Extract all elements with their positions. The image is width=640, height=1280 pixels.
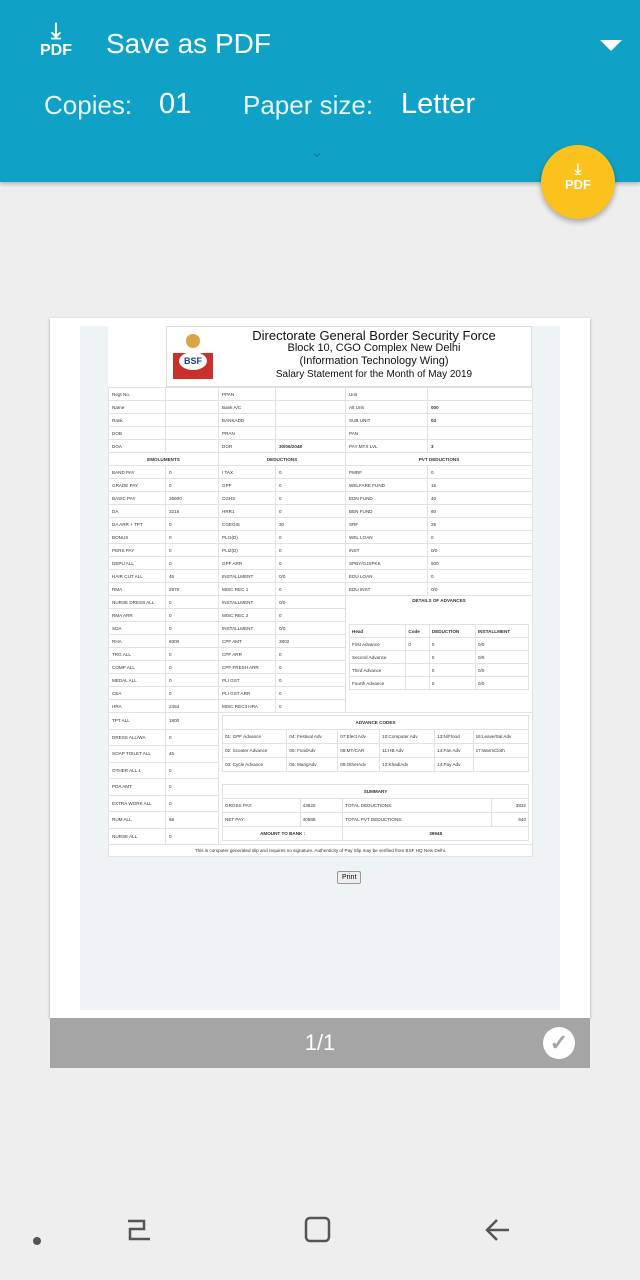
table-cell: First Advance: [350, 638, 406, 651]
table-cell: PRAN: [219, 427, 276, 440]
table-cell: 12:KhadiAdv: [380, 758, 435, 772]
table-cell: [166, 440, 219, 453]
table-cell: 0: [166, 779, 219, 796]
table-cell: 30/06/2048: [276, 440, 346, 453]
back-icon[interactable]: [483, 1215, 513, 1245]
table-cell: 03: Cycle Advance: [223, 758, 287, 772]
table-cell: 0: [428, 570, 533, 583]
table-cell: BONUS: [109, 531, 166, 544]
salary-statement: BSF Directorate General Border Security Force Block 10, CGO Complex New Delhi (Information Technology Wing) Salary Statement for the Month of May 2019 Regt No. PPAN Unit Name Bank A/C Alt Unit 000 Rank BANKADD SUB UNIT 03 DOB PRAN PAN DOA DOR 30/06/2048 PAY MTX LVL 3 EMOLUMENTS DEDUCTIONS PVT DEDUCTIONS BAND PAY 0 I TAX 0 PMRF 0 GRADE PAY 0 GPF 0 WELFARE FUND 15 BASIC PAY 26600 CGHS 0 EDN FUND 40 DA 3216 HRR1 0 BEN FUND 60 DA ARR + TPT 0 CGEGIS 30 SRF 25 BONUS 0 PLI1(D) 0 WEL LOAN 0 PERS PAY 0 PLI2(D) 0 INST 0/0 DEPU ALL 0 GPF ARR 0 SPBY/GJSPKK 500 HAIR CUT ALL 45 INSTALLMENT 0/0 EDU LOAN 0 RMA 2976 MISC REC 1 0 EDU INST 0/0 NURSE DRESS ALL 0 INSTALLMENT 0/0 DETAILS OF ADVANCES Head Code DEDUCTION INSTALLMENT First Advance 0 0 0/0 Second Advance 0 0/0 Third Advance 0 0/0 Fourth Advance 0 0/0 RMA ARR 0 MISC REC 2 0 SDA 0 INSTALLMENT 0/0 RHA 6000 CPF AMT 3802 TRG ALL 0 CPF ARR 0 COMP ALL 0 CPF FRESH ARR 0 MEDAL ALL 0 PLI GST 0 CEA 0 PLI GST ARR 0 HRA 2454 MISC REC3 HRA 0 TPT ALL 1800 ADVANCE CODES 01: GPF Advance 04: Festival Adv 07:Elect Adv 10:Computer Adv 13:N/Flood 16:Leave/Sal Adv 02: Scooter Advance 05: FoodAdv 08:MT/CAR 11:HB Adv 14:Fan Adv 17:WarmCloth 03: Cycle Advance 06: MarigAdv 09:OtherAdv 12:KhadiAdv 14:Pay Adv SUMMARY GROSS PAY: 43620 TOTAL DEDUCTIONS: 3832 NET PAY: 40588 TOTAL PVT DEDUCTIONS: 640 AMOUNT TO BANK : 39948 DRESS ALL/WA 0 SOAP TOILET ALL 45 OTHER ALL 1 0 PDA AMT 0 EXTRA WORK ALL 0 RUM ALL 68 NURSE ALL 0 This is computer generated slip and requires no signature. Authenticity of Pay Slip may be verified from BSF HQ New Delhi.: [108, 326, 532, 857]
pdf-download-icon: ⤓ PDF: [40, 18, 72, 59]
recent-apps-icon[interactable]: [124, 1215, 154, 1245]
table-cell: [276, 427, 346, 440]
table-cell: [428, 388, 533, 401]
table-cell: 05: FoodAdv: [287, 744, 338, 758]
page-indicator-bar: [50, 1018, 590, 1068]
table-cell: 60: [428, 505, 533, 518]
printer-select[interactable]: Save as PDF: [106, 28, 271, 59]
table-cell: [406, 651, 430, 664]
table-cell: 0: [166, 729, 219, 746]
table-cell: CEA: [109, 687, 166, 700]
table-cell: [276, 401, 346, 414]
table-cell: 0: [166, 661, 219, 674]
table-cell: 000: [428, 401, 533, 414]
paper-size-label: Paper size:: [243, 90, 374, 120]
save-pdf-button[interactable]: ⤓ PDF: [541, 145, 615, 219]
table-row: [109, 713, 533, 730]
advances-title: DETAILS OF ADVANCES: [412, 598, 466, 603]
table-cell: 0: [428, 531, 533, 544]
table-cell: 02: Scooter Advance: [223, 744, 287, 758]
table-cell: [276, 388, 346, 401]
table-cell: 14:Pay Adv: [435, 758, 473, 772]
table-cell: 0: [166, 518, 219, 531]
table-cell: RMA: [109, 583, 166, 596]
table-cell: 11:HB Adv: [380, 744, 435, 758]
table-cell: 08:MT/CAR: [338, 744, 380, 758]
table-cell: DEPU ALL: [109, 557, 166, 570]
table-row: [109, 570, 533, 583]
table-cell: 0: [406, 638, 430, 651]
table-cell: MISC REC3 HRA: [219, 700, 276, 713]
table-cell: 0/0: [276, 596, 346, 609]
table-cell: PDA AMT: [109, 779, 166, 796]
table-row: [109, 466, 533, 479]
table-cell: 06: MarigAdv: [287, 758, 338, 772]
advance-codes-table: ADVANCE CODES 01: GPF Advance 04: Festival Adv 07:Elect Adv 10:Computer Adv 13:N/Flood 16:Leave/Sal Adv 02: Scooter Advance 05: FoodAdv 08:MT/CAR 11:HB Adv 14:Fan Adv 17:WarmCloth 03: Cycle Advance 06: MarigAdv 09:OtherAdv 12:KhadiAdv 14:Pay Adv: [222, 715, 529, 772]
table-cell: Fourth Advance: [350, 677, 406, 690]
column-header: Head: [350, 625, 406, 638]
table-cell: PMRF: [346, 466, 428, 479]
table-cell: 45: [166, 570, 219, 583]
table-cell: Bank A/C: [219, 401, 276, 414]
chevron-down-icon[interactable]: [600, 40, 622, 51]
table-cell: EXTRA WORK ALL: [109, 795, 166, 812]
table-cell: 3: [428, 440, 533, 453]
table-cell: EDN FUND: [346, 492, 428, 505]
table-cell: SPBY/GJSPKK: [346, 557, 428, 570]
table-cell: 6000: [166, 635, 219, 648]
table-cell: 0/0: [476, 638, 529, 651]
table-cell: 0: [276, 544, 346, 557]
table-row: [109, 440, 533, 453]
table-cell: 0/0: [276, 570, 346, 583]
table-cell: 0: [276, 700, 346, 713]
table-cell: BANKADD: [219, 414, 276, 427]
table-cell: DRESS ALL/WA: [109, 729, 166, 746]
svg-text:BSF: BSF: [184, 356, 202, 366]
table-cell: 26600: [166, 492, 219, 505]
table-cell: CPF FRESH ARR: [219, 661, 276, 674]
table-cell: 0: [429, 651, 475, 664]
table-cell: 0/0: [428, 544, 533, 557]
table-cell: 3802: [276, 635, 346, 648]
table-cell: DA: [109, 505, 166, 518]
table-cell: 500: [428, 557, 533, 570]
table-cell: BASIC PAY: [109, 492, 166, 505]
table-cell: [276, 414, 346, 427]
table-cell: 1800: [166, 713, 219, 730]
table-cell: RHA: [109, 635, 166, 648]
table-cell: HRA: [109, 700, 166, 713]
table-cell: [166, 388, 219, 401]
table-cell: INSTALLMENT: [219, 622, 276, 635]
table-cell: WELFARE FUND: [346, 479, 428, 492]
table-cell: DA ARR + TPT: [109, 518, 166, 531]
print-options-bar: [0, 0, 640, 182]
table-cell: 13:N/Flood: [435, 730, 473, 744]
table-cell: NURSE ALL: [109, 828, 166, 845]
table-cell: 0: [166, 479, 219, 492]
table-cell: WEL LOAN: [346, 531, 428, 544]
table-cell: EDU INST: [346, 583, 428, 596]
table-cell: 2976: [166, 583, 219, 596]
table-cell: RMA ARR: [109, 609, 166, 622]
table-cell: 45: [166, 746, 219, 763]
table-cell: 03: [428, 414, 533, 427]
table-cell: 68: [166, 812, 219, 829]
table-cell: SRF: [346, 518, 428, 531]
table-cell: 0/0: [428, 583, 533, 596]
table-cell: 0: [166, 622, 219, 635]
table-cell: 0: [166, 557, 219, 570]
table-cell: Rank: [109, 414, 166, 427]
table-cell: 0/0: [476, 664, 529, 677]
table-cell: Second Advance: [350, 651, 406, 664]
table-cell: Name: [109, 401, 166, 414]
table-cell: HAIR CUT ALL: [109, 570, 166, 583]
table-row: [350, 651, 529, 664]
table-row: [109, 388, 533, 401]
page-preview[interactable]: [50, 318, 590, 1018]
table-cell: 0: [166, 795, 219, 812]
table-cell: [473, 758, 528, 772]
table-row: [350, 664, 529, 677]
table-cell: CPF AMT: [219, 635, 276, 648]
table-cell: 0: [276, 609, 346, 622]
table-cell: 17:WarmCloth: [473, 744, 528, 758]
table-row: [109, 518, 533, 531]
table-cell: 0: [276, 557, 346, 570]
table-cell: MISC REC 2: [219, 609, 276, 622]
table-cell: DOA: [109, 440, 166, 453]
table-row: [109, 427, 533, 440]
table-cell: GPF: [219, 479, 276, 492]
table-cell: 0: [166, 544, 219, 557]
table-cell: 0: [276, 674, 346, 687]
table-cell: CGHS: [219, 492, 276, 505]
table-cell: PPAN: [219, 388, 276, 401]
table-row: [109, 505, 533, 518]
table-cell: PLI2(D): [219, 544, 276, 557]
page-selected-check-icon[interactable]: ✓: [543, 1027, 575, 1059]
table-cell: EDU LOAN: [346, 570, 428, 583]
table-cell: [406, 664, 430, 677]
table-cell: 0: [276, 505, 346, 518]
table-cell: HRR1: [219, 505, 276, 518]
table-row: [350, 677, 529, 690]
table-cell: NURSE DRESS ALL: [109, 596, 166, 609]
footer-note: This is computer generated slip and requires no signature. Authenticity of Pay Slip may be verified from BSF HQ New Delhi.: [109, 845, 533, 857]
table-cell: COMP ALL: [109, 661, 166, 674]
table-cell: 0: [276, 531, 346, 544]
table-row: [109, 596, 533, 609]
table-cell: PLI GST: [219, 674, 276, 687]
copies-label: Copies:: [44, 90, 133, 120]
table-cell: [428, 427, 533, 440]
table-row: [350, 638, 529, 651]
table-cell: 0: [166, 531, 219, 544]
copies-input[interactable]: 01: [159, 88, 192, 120]
table-cell: 10:Computer Adv: [380, 730, 435, 744]
table-cell: [166, 427, 219, 440]
table-cell: RUM ALL: [109, 812, 166, 829]
table-cell: PAY MTX LVL: [346, 440, 428, 453]
table-cell: 01: GPF Advance: [223, 730, 287, 744]
salary-table: Regt No. PPAN Unit Name Bank A/C Alt Unit 000 Rank BANKADD SUB UNIT 03 DOB PRAN PAN DOA DOR 30/06/2048 PAY MTX LVL 3 EMOLUMENTS DEDUCTIONS PVT DEDUCTIONS BAND PAY 0 I TAX 0 PMRF 0 GRADE PAY 0 GPF 0 WELFARE FUND 15 BASIC PAY 26600 CGHS 0 EDN FUND 40 DA 3216 HRR1 0 BEN FUND 60 DA ARR + TPT 0 CGEGIS 30 SRF 25 BONUS 0 PLI1(D) 0 WEL LOAN 0 PERS PAY 0 PLI2(D) 0 INST 0/0 DEPU ALL 0 GPF ARR 0 SPBY/GJSPKK 500 HAIR CUT ALL 45 INSTALLMENT 0/0 EDU LOAN 0 RMA 2976 MISC REC 1 0 EDU INST 0/0 NURSE DRESS ALL 0 INSTALLMENT 0/0 DETAILS OF ADVANCES Head Code DEDUCTION INSTALLMENT First Advance 0 0 0/0 Second Advance 0 0/0 Third Advance 0 0/0 Fourth Advance 0 0/0 RMA ARR 0 MISC REC 2 0 SDA 0 INSTALLMENT 0/0 RHA 6000 CPF AMT 3802 TRG ALL 0 CPF ARR 0 COMP ALL 0 CPF FRESH ARR 0 MEDAL ALL 0 PLI GST 0 CEA 0 PLI GST ARR 0 HRA 2454 MISC REC3 HRA 0 TPT ALL 1800 ADVANCE CODES 01: GPF Advance 04: Festival Adv 07:Elect Adv 10:Computer Adv 13:N/Flood 16:Leave/Sal Adv 02: Scooter Advance 05: FoodAdv 08:MT/CAR 11:HB Adv 14:Fan Adv 17:WarmCloth 03: Cycle Advance 06: MarigAdv 09:OtherAdv 12:KhadiAdv 14:Pay Adv SUMMARY GROSS PAY: 43620 TOTAL DEDUCTIONS: 3832 NET PAY: 40588 TOTAL PVT DEDUCTIONS: 640 AMOUNT TO BANK : 39948 DRESS ALL/WA 0 SOAP TOILET ALL 45 OTHER ALL 1 0 PDA AMT 0 EXTRA WORK ALL 0 RUM ALL 68 NURSE ALL 0 This is computer generated slip and requires no signature. Authenticity of Pay Slip may be verified from BSF HQ New Delhi.: [108, 387, 533, 857]
table-cell: 2454: [166, 700, 219, 713]
table-cell: INST: [346, 544, 428, 557]
table-cell: 0: [428, 466, 533, 479]
table-cell: 15: [428, 479, 533, 492]
codes-summary-section: [219, 713, 533, 845]
table-cell: DOB: [109, 427, 166, 440]
table-row: [109, 544, 533, 557]
table-cell: 09:OtherAdv: [338, 758, 380, 772]
table-cell: MEDAL ALL: [109, 674, 166, 687]
table-cell: 14:Fan Adv: [435, 744, 473, 758]
table-cell: CGEGIS: [219, 518, 276, 531]
table-cell: [166, 414, 219, 427]
table-cell: 0: [276, 583, 346, 596]
table-cell: 0: [166, 687, 219, 700]
table-cell: [166, 401, 219, 414]
table-cell: 0: [276, 492, 346, 505]
download-icon: ⤓: [574, 161, 582, 178]
table-row: [109, 583, 533, 596]
table-cell: CPF ARR: [219, 648, 276, 661]
table-cell: Regt No.: [109, 388, 166, 401]
table-cell: [406, 677, 430, 690]
table-cell: GPF ARR: [219, 557, 276, 570]
table-cell: SDA: [109, 622, 166, 635]
table-cell: 40: [428, 492, 533, 505]
table-cell: 0: [276, 687, 346, 700]
table-cell: 0: [166, 596, 219, 609]
column-header: DEDUCTION: [429, 625, 475, 638]
bsf-logo: [169, 331, 217, 383]
table-cell: PERS PAY: [109, 544, 166, 557]
table-cell: 0/0: [476, 651, 529, 664]
summary-table: SUMMARY GROSS PAY: 43620 TOTAL DEDUCTIONS: 3832 NET PAY: 40588 TOTAL PVT DEDUCTIONS: 640 AMOUNT TO BANK : 39948: [222, 784, 529, 841]
advances-section: [346, 596, 533, 713]
table-cell: 16:Leave/Sal Adv: [473, 730, 528, 744]
paper-size-select[interactable]: Letter: [401, 88, 476, 120]
table-cell: PLI1(D): [219, 531, 276, 544]
table-row: [109, 479, 533, 492]
table-cell: Alt Unit: [346, 401, 428, 414]
table-cell: BEN FUND: [346, 505, 428, 518]
table-cell: 0: [429, 677, 475, 690]
table-row: [109, 414, 533, 427]
table-cell: DOR: [219, 440, 276, 453]
table-cell: GRADE PAY: [109, 479, 166, 492]
table-cell: 07:Elect Adv: [338, 730, 380, 744]
table-cell: 0: [166, 648, 219, 661]
page-count: 1/1: [304, 1030, 336, 1055]
table-cell: 0: [166, 466, 219, 479]
table-cell: 0: [429, 638, 475, 651]
column-header: INSTALLMENT: [476, 625, 529, 638]
table-cell: TPT ALL: [109, 713, 166, 730]
table-cell: Unit: [346, 388, 428, 401]
table-cell: 04: Festival Adv: [287, 730, 338, 744]
nav-dot-icon: [33, 1237, 41, 1245]
table-row: [109, 492, 533, 505]
home-icon[interactable]: [304, 1215, 332, 1245]
table-cell: MISC REC 1: [219, 583, 276, 596]
table-cell: SUB UNIT: [346, 414, 428, 427]
table-cell: 0/0: [276, 622, 346, 635]
table-cell: PLI GST ARR: [219, 687, 276, 700]
column-header: Code: [406, 625, 430, 638]
table-cell: 30: [276, 518, 346, 531]
table-cell: 0/0: [476, 677, 529, 690]
advances-table: [349, 624, 529, 690]
table-cell: 0: [166, 609, 219, 622]
table-cell: 3216: [166, 505, 219, 518]
table-cell: 0: [276, 648, 346, 661]
table-cell: 0: [166, 828, 219, 845]
table-cell: 0: [166, 674, 219, 687]
table-cell: Third Advance: [350, 664, 406, 677]
table-row: [109, 531, 533, 544]
print-button[interactable]: Print: [337, 871, 361, 884]
table-cell: INSTALLMENT: [219, 570, 276, 583]
table-cell: 0: [276, 479, 346, 492]
table-cell: 0: [276, 661, 346, 674]
table-cell: 0: [276, 466, 346, 479]
table-cell: BAND PAY: [109, 466, 166, 479]
table-row: [109, 557, 533, 570]
table-cell: TRG ALL: [109, 648, 166, 661]
table-cell: PAN: [346, 427, 428, 440]
table-cell: SOAP TOILET ALL: [109, 746, 166, 763]
expand-chevron-icon[interactable]: ⌄: [310, 144, 324, 161]
table-cell: 0: [166, 762, 219, 779]
table-cell: OTHER ALL 1: [109, 762, 166, 779]
table-cell: INSTALLMENT: [219, 596, 276, 609]
table-cell: 0: [429, 664, 475, 677]
table-cell: 25: [428, 518, 533, 531]
table-cell: I TAX: [219, 466, 276, 479]
table-row: [109, 401, 533, 414]
